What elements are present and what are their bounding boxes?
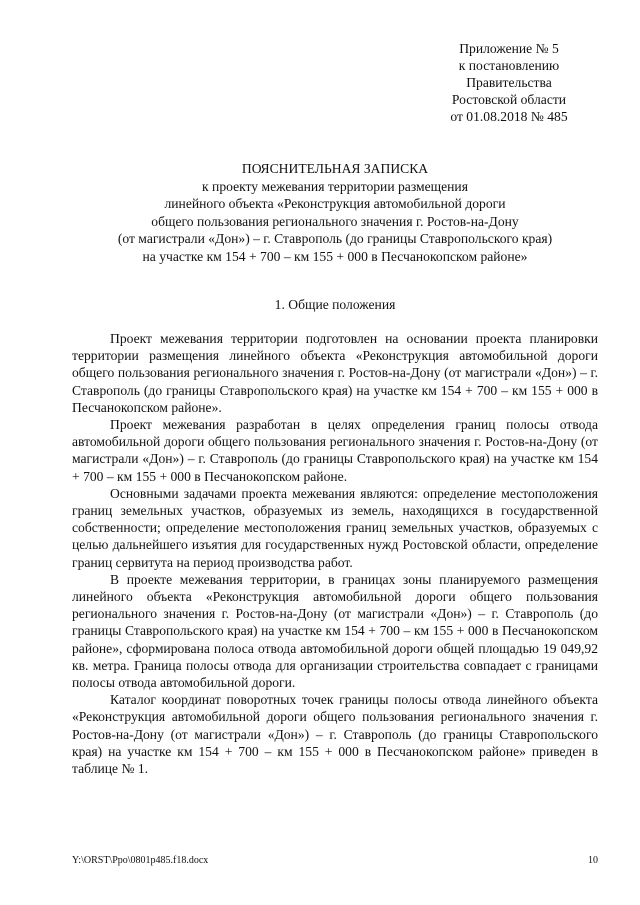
appendix-line: Правительства [466,75,552,90]
title-line: на участке км 154 + 700 – км 155 + 000 в Песчанокопском районе» [142,248,528,264]
paragraph: Проект межевания территории подготовлен на основании проекта планировки территории размещения линейного объекта «Реконструкция автомобильной дороги общего пользования регионального значения г. Ростов-на-Дону (от магистрали «Дон») – г. Ставрополь (до границы Ставропольского края) на участке км 154 + 700 – км 155 + 000 в Песчанокопском районе». [72,331,598,415]
title-line: к проекту межевания территории размещения [202,178,468,194]
page-number: 10 [588,855,598,866]
appendix-line: от 01.08.2018 № 485 [450,109,568,124]
paragraph: Основными задачами проекта межевания являются: определение местоположения границ земельных участков, образуемых из земель, находящихся в государственной собственности; определение местоположения границ земельных участков, образуемых с целью дальнейшего изъятия для государственных нужд Ростовской области, определение границ сервитута на период производства работ. [72,485,598,570]
section-heading: 1. Общие положения [274,297,396,312]
title-line: ПОЯСНИТЕЛЬНАЯ ЗАПИСКА [241,161,429,176]
appendix-line: Приложение № 5 [459,41,559,56]
appendix-line: к постановлению [458,58,560,73]
footer-file-path: Y:\ORST\Ppo\0801p485.f18.docx [72,855,209,866]
appendix-block [420,40,598,125]
document-title [72,160,598,265]
title-line: (от магистрали «Дон») – г. Ставрополь (до границы Ставропольского края) [117,231,553,246]
paragraph: Проект межевания разработан в целях определения границ полосы отвода автомобильной дороги общего пользования регионального значения г. Ростов-на-Дону (от магистрали «Дон») – г. Ставрополь (до границы Ставропольского края) на участке км 154 + 700 – км 155 + 000 в Песчанокопском районе. [72,417,598,484]
body-text [72,330,598,777]
title-line: общего пользования регионального значения г. Ростов-на-Дону [151,213,519,229]
appendix-line: Ростовской области [451,92,567,107]
paragraph: В проекте межевания территории, в границах зоны планируемого размещения линейного объекта «Реконструкция автомобильной дороги общего пользования регионального значения г. Ростов-на-Дону (от магистрали «Дон») – г. Ставрополь (до границы Ставропольского края) на участке км 154 + 700 – км 155 + 000 в Песчанокопском районе», сформирована полоса отвода автомобильной дороги общей площадью 19 049,92 кв. метра. Граница полосы отвода для организации строительства совпадает с границами полосы отвода автомобильной дороги. [72,571,598,691]
paragraph: Каталог координат поворотных точек границы полосы отвода линейного объекта «Реконструкция автомобильной дороги общего пользования регионального значения г. Ростов-на-Дону (от магистрали «Дон») – г. Ставрополь (до границы Ставропольского края) на участке км 154 + 700 – км 155 + 000 в Песчанокопском районе» приведен в таблице № 1. [72,692,598,777]
title-line: линейного объекта «Реконструкция автомобильной дороги [164,196,506,211]
